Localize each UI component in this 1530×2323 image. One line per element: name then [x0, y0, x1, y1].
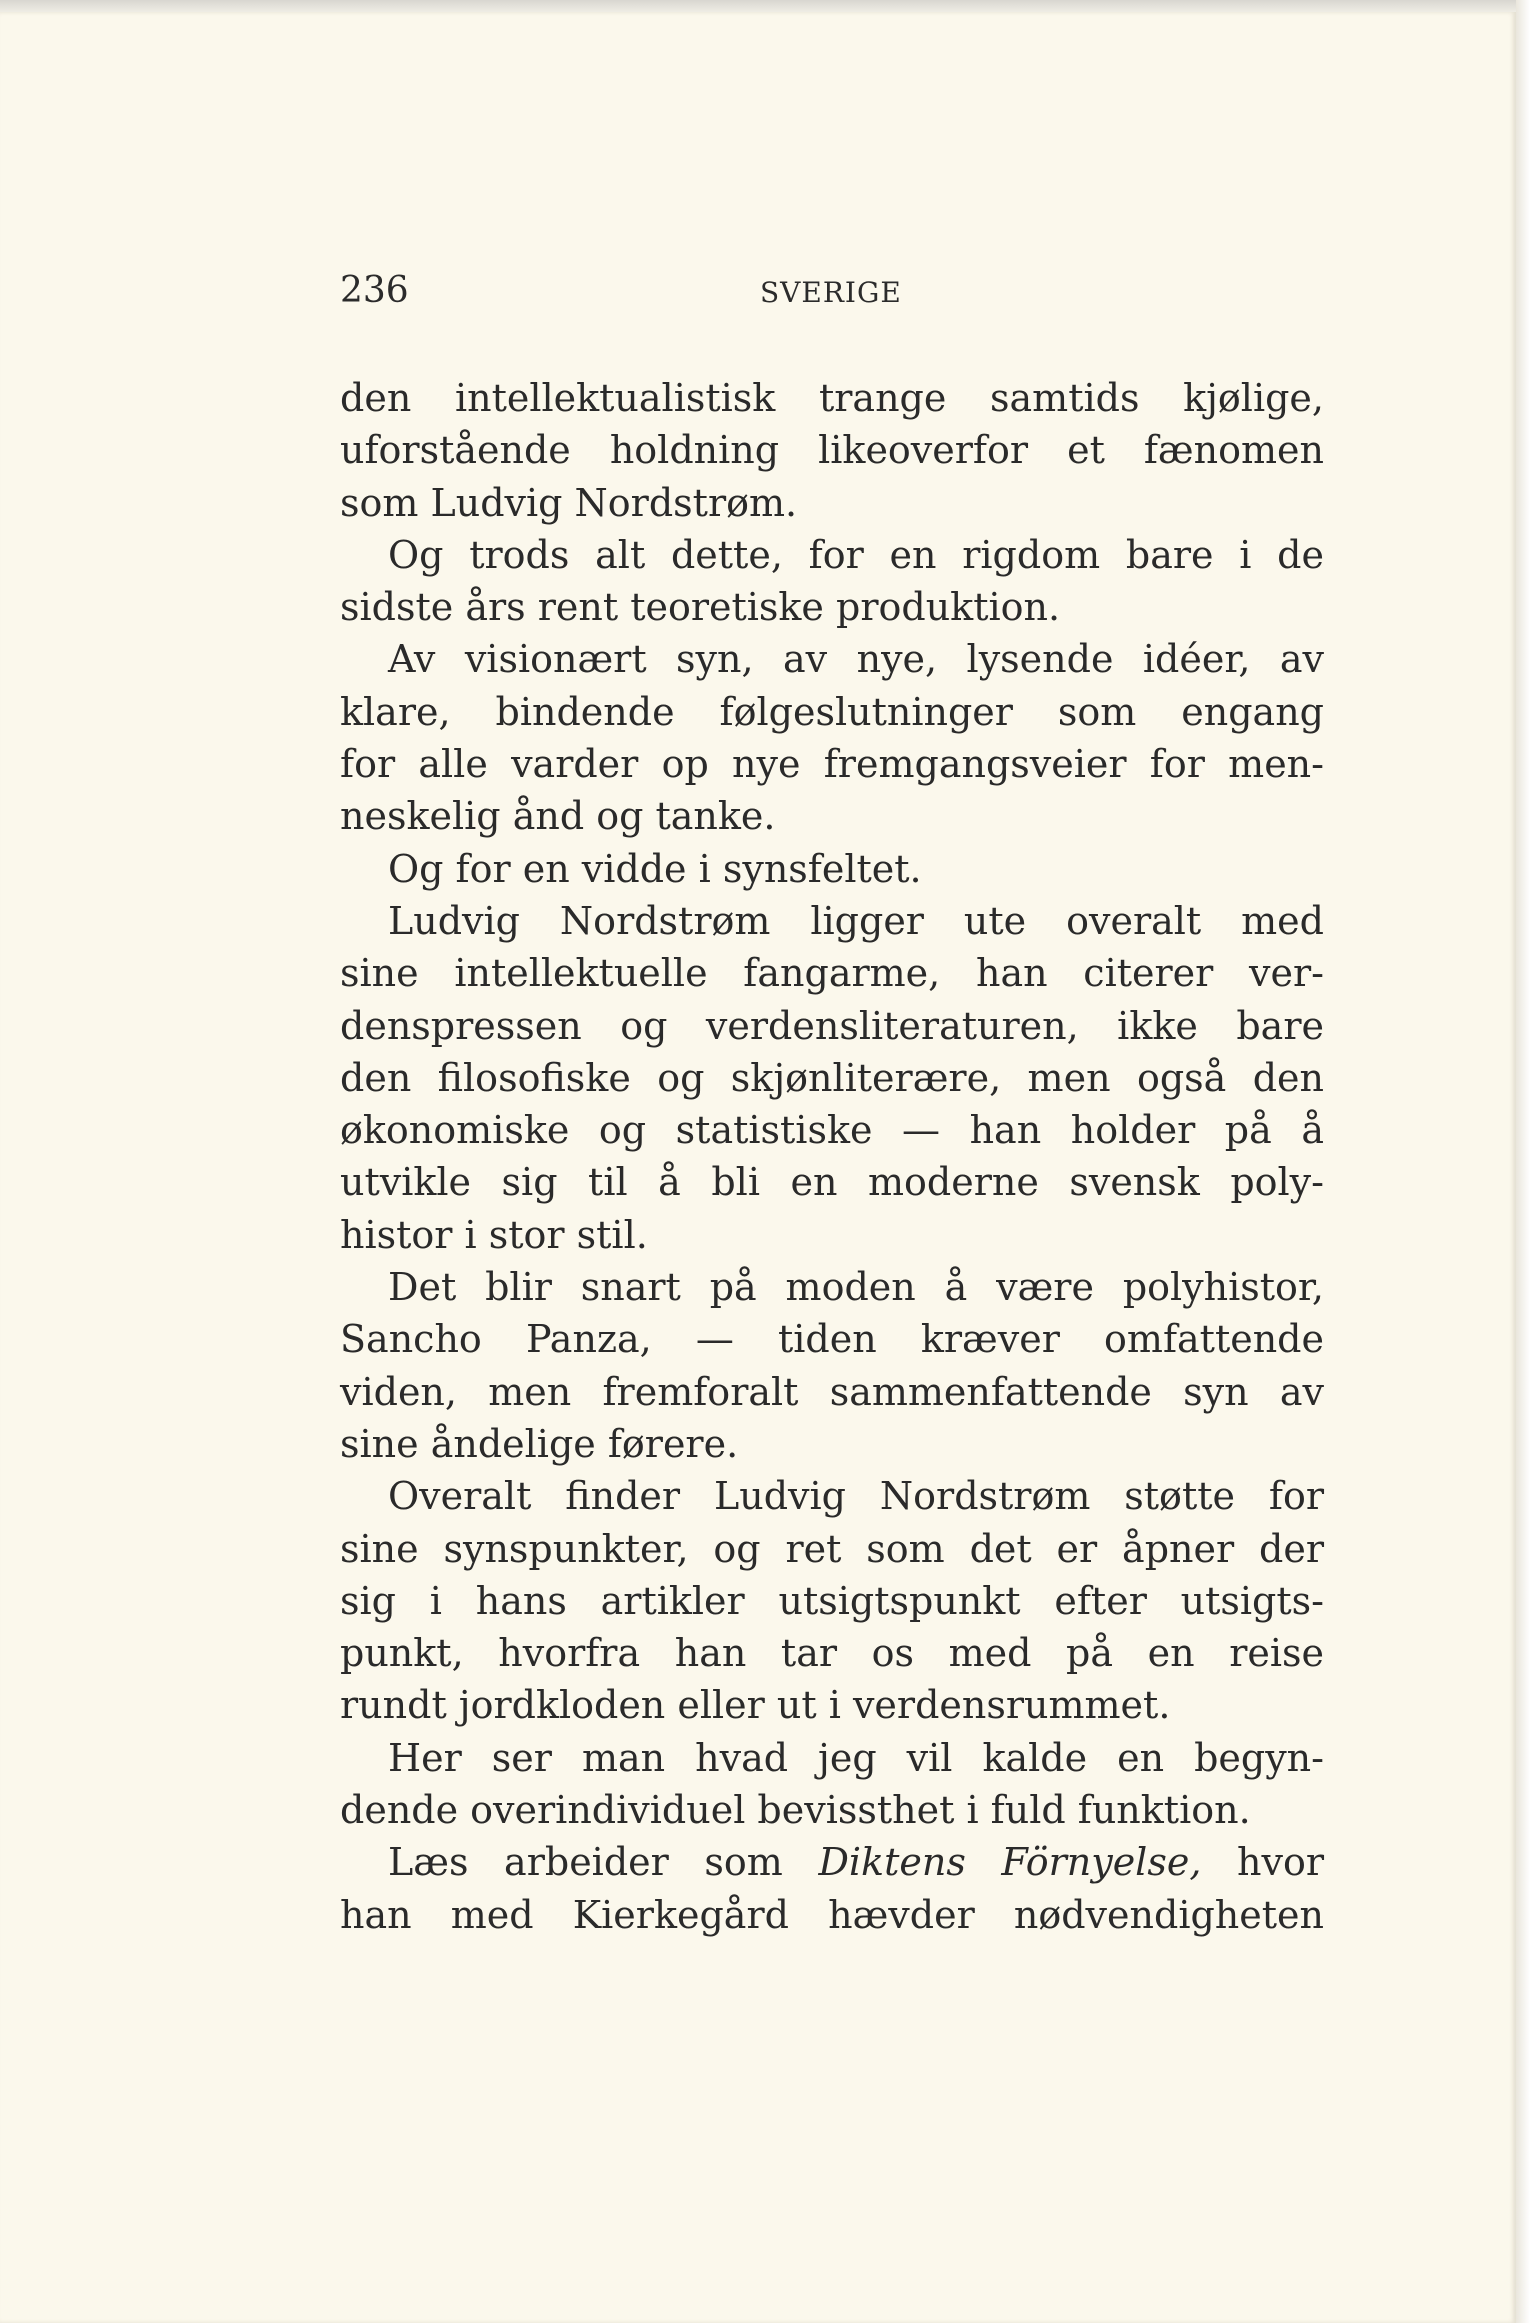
text-line: Sancho Panza, — tiden kræver omfattende — [340, 1317, 1324, 1362]
text-line: viden, men fremforalt sammenfattende syn av — [340, 1369, 1324, 1414]
text-line: sine åndelige førere. — [340, 1421, 739, 1466]
scan-right-edge — [1516, 0, 1530, 2323]
page-number: 236 — [340, 270, 409, 311]
text-line: Her ser man hvad jeg vil kalde en begyn- — [388, 1735, 1324, 1780]
text-line: uforstående holdning likeoverfor et fænomen — [340, 428, 1324, 473]
text-line: sig i hans artikler utsigtspunkt efter utsigts- — [340, 1578, 1324, 1623]
text-line: klare, bindende følgeslutninger som engang — [340, 689, 1324, 734]
text-line: Overalt finder Ludvig Nordstrøm støtte for — [388, 1474, 1324, 1519]
text-line: punkt, hvorfra han tar os med på en reise — [340, 1631, 1324, 1676]
text-line: den intellektualistisk trange samtids kjølige, — [340, 376, 1324, 420]
text-line: økonomiske og statistiske — han holder på å — [340, 1108, 1324, 1153]
text-line: han med Kierkegård hævder nødvendigheten — [340, 1892, 1324, 1937]
text-line: den filosofiske og skjønliterære, men også den — [340, 1055, 1324, 1100]
text-line: dende overindividuel bevissthet i fuld funktion. — [340, 1788, 1251, 1833]
page-header — [340, 270, 1330, 320]
text-line: Og trods alt dette, for en rigdom bare i de — [388, 532, 1324, 577]
paragraph — [340, 895, 1324, 1261]
paragraph — [340, 1261, 1324, 1470]
text-line: denspressen og verdensliteraturen, ikke bare — [340, 1003, 1324, 1048]
text-line: som Ludvig Nordstrøm. — [340, 480, 798, 525]
text-line — [340, 1836, 1324, 1888]
text-line: Av visionært syn, av nye, lysende idéer, av — [388, 637, 1324, 682]
text-line: sine synspunkter, og ret som det er åpner der — [340, 1526, 1324, 1571]
text-line: Og for en vidde i synsfeltet. — [388, 846, 922, 891]
text-line: neskelig ånd og tanke. — [340, 794, 776, 839]
paragraph — [340, 1732, 1324, 1837]
paragraph — [340, 633, 1324, 842]
text-line: histor i stor stil. — [340, 1212, 648, 1257]
body-text — [340, 372, 1324, 1941]
text-line: sidste års rent teoretiske produktion. — [340, 585, 1061, 630]
paragraph — [340, 1836, 1324, 1941]
text-line: Ludvig Nordstrøm ligger ute overalt med — [388, 898, 1324, 943]
running-head: SVERIGE — [760, 276, 902, 309]
text-fragment: Læs arbeider som — [388, 1840, 819, 1885]
paragraph — [340, 529, 1324, 634]
text-fragment: hvor — [1201, 1840, 1324, 1885]
text-line: for alle varder op nye fremgangsveier for men- — [340, 742, 1324, 787]
text-line: Det blir snart på moden å være polyhistor, — [388, 1265, 1324, 1310]
text-line: sine intellektuelle fangarme, han citerer ver- — [340, 951, 1324, 996]
text-line: utvikle sig til å bli en moderne svensk poly- — [340, 1160, 1324, 1205]
paragraph — [340, 843, 1324, 895]
text-line: rundt jordkloden eller ut i verdensrummet. — [340, 1683, 1171, 1728]
paragraph — [340, 372, 1324, 529]
book-title: Diktens Förnyelse, — [818, 1840, 1202, 1885]
paragraph — [340, 1470, 1324, 1731]
